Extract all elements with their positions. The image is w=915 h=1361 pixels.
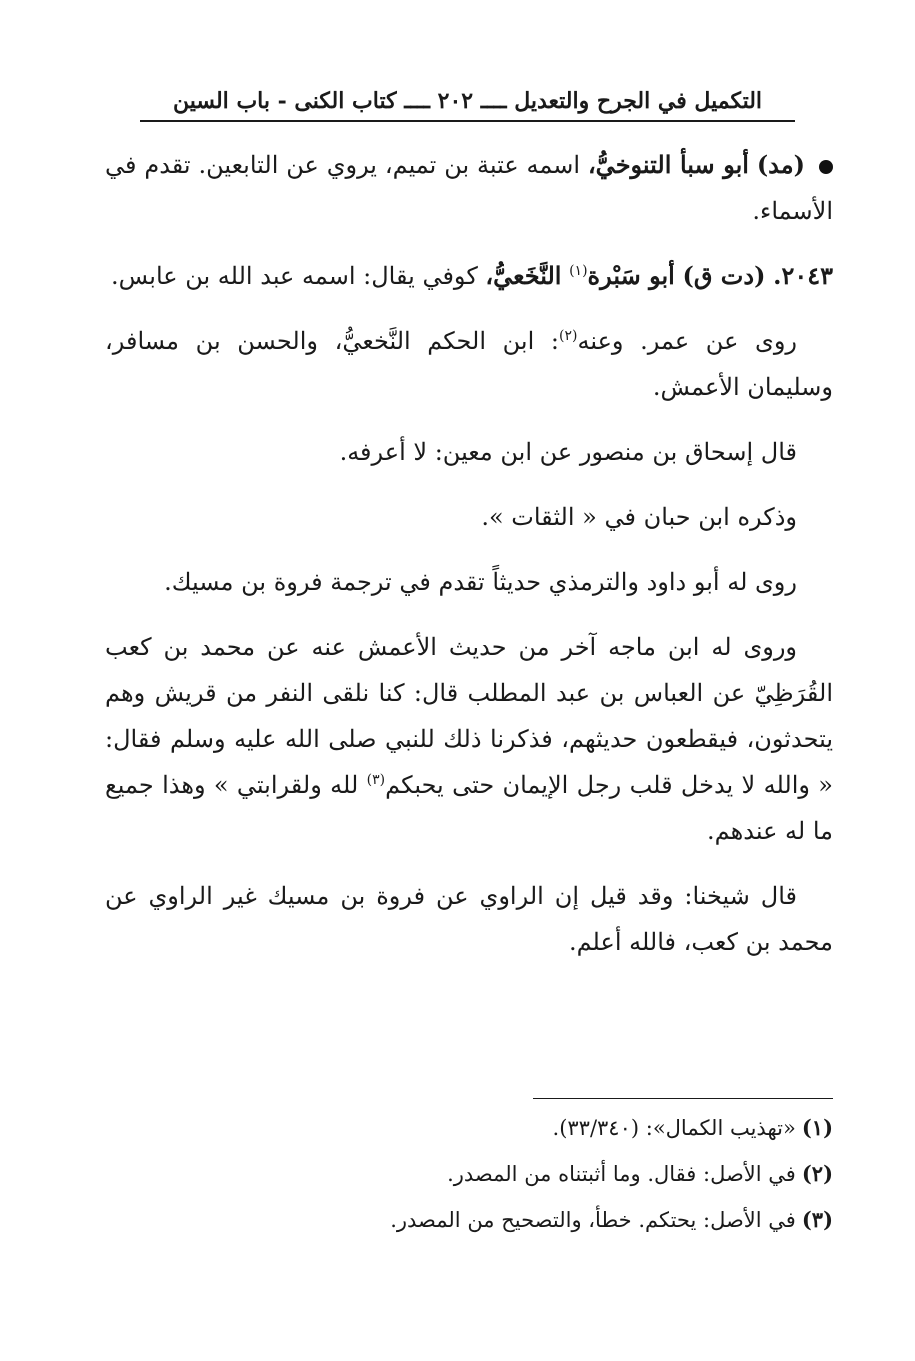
footnote-text: في الأصل: فقال. وما أثبتناه من المصدر. [447, 1162, 796, 1186]
entry-text: اسمه عتبة بن تميم، يروي عن التابعين. تقدم في الأسماء. [105, 151, 833, 225]
main-text [105, 142, 833, 984]
footnote-1 [105, 1114, 833, 1142]
entry-nisba: النَّخَعيُّ، [485, 261, 562, 290]
entry-number: ٢٠٤٣. [773, 261, 833, 290]
entry-text: كوفي يقال: اسمه عبد الله بن عابس. [111, 262, 478, 290]
footnote-marker: (١) [569, 263, 588, 279]
footnote-number: (١) [801, 1115, 833, 1140]
paragraph-text: وروى له ابن ماجه آخر من حديث الأعمش عنه عن محمد بن كعب القُرَظِيّ عن العباس بن عبد المطلب قال: كنا نلقى النفر من قريش وهم يتحدثون، فيقطعون حديثهم، فذكرنا ذلك للنبي صلى الله عليه وسلم فقال: « والله لا يدخل قلب رجل الإيمان حتى يحبكم [105, 633, 833, 799]
paragraph-text: روى عن عمر. وعنه [577, 327, 797, 355]
entry-code: (دت ق) [682, 261, 766, 290]
footnote-text: في الأصل: يحتكم. خطأ، والتصحيح من المصدر. [390, 1208, 796, 1232]
footnote-2 [105, 1160, 833, 1188]
footnote-number: (٣) [801, 1207, 833, 1232]
entry-abu-sabra [105, 253, 833, 299]
entry-name: أبو سبأ التنوخيُّ، [587, 150, 749, 179]
footnote-marker: (٣) [366, 772, 386, 788]
footnote-number: (٢) [801, 1161, 833, 1186]
paragraph-text: : ابن الحكم النَّخعيُّ، والحسن بن مسافر، وسليمان الأعمش. [105, 327, 833, 401]
paragraph-narrators [105, 318, 833, 410]
footnote-text: «تهذيب الكمال»: (٣٣/٣٤٠). [552, 1116, 796, 1140]
paragraph-text: لله ولقرابتي » وهذا جميع ما له عندهم. [105, 771, 833, 845]
bullet-icon [819, 160, 833, 174]
footnote-divider [533, 1098, 833, 1099]
paragraph-ibn-hibban: وذكره ابن حبان في « الثقات ». [481, 503, 797, 531]
paragraph-abu-dawud: روى له أبو داود والترمذي حديثاً تقدم في ترجمة فروة بن مسيك. [164, 568, 797, 596]
paragraph-ibn-majah [105, 624, 833, 854]
entry-code: (مد) [756, 150, 805, 179]
running-head: التكميل في الجرح والتعديل ــــ ٢٠٢ ــــ كتاب الكنى - باب السين [140, 86, 795, 122]
entry-abu-saba [105, 142, 833, 234]
paragraph-ibn-maeen: قال إسحاق بن منصور عن ابن معين: لا أعرفه. [339, 438, 797, 466]
footnotes [105, 1114, 833, 1252]
paragraph-shaykh: قال شيخنا: وقد قيل إن الراوي عن فروة بن مسيك غير الراوي عن محمد بن كعب، فالله أعلم. [105, 882, 833, 956]
footnote-marker: (٢) [558, 328, 578, 344]
footnote-3 [105, 1206, 833, 1234]
entry-name: أبو سَبْرة [587, 261, 675, 290]
